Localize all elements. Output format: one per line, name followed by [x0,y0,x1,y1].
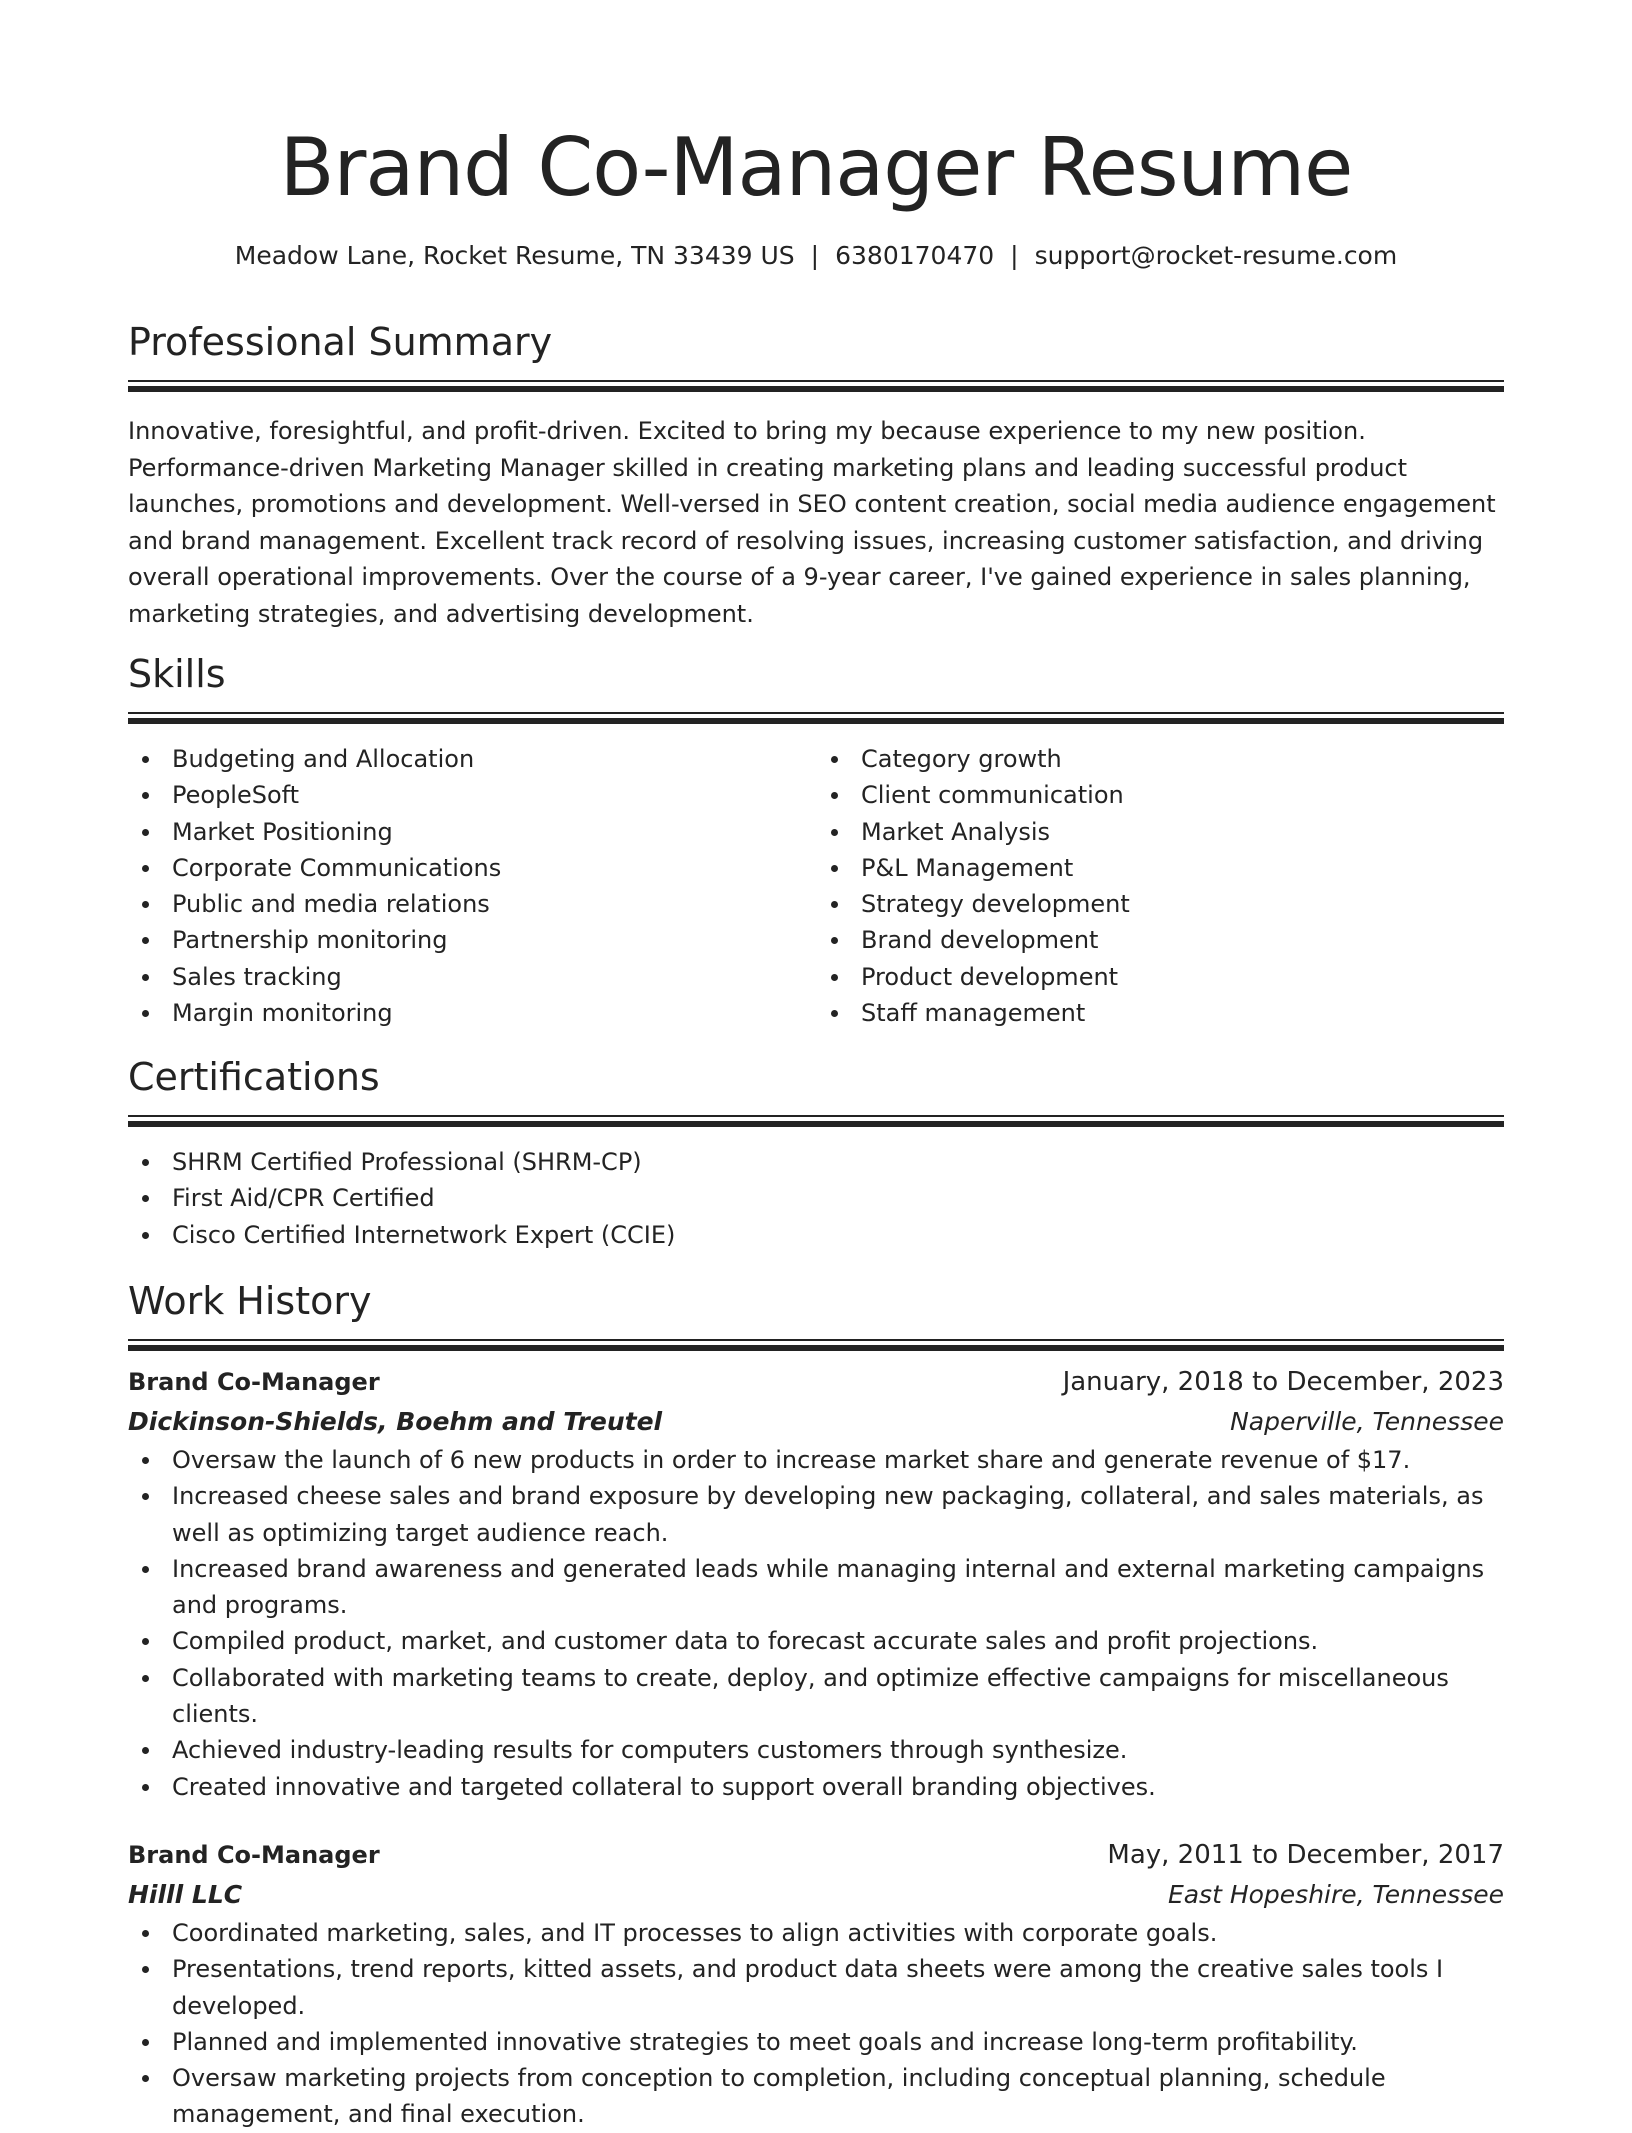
job-entry [128,1362,1504,1805]
skills-list [817,741,1504,1031]
bullet-dot-icon [142,1566,149,1573]
bullet-dot-icon [142,1493,149,1500]
contact-address: Meadow Lane, Rocket Resume, TN 33439 US [234,241,795,270]
skill-item [128,959,815,995]
section-divider [128,1115,1504,1126]
skill-item-text: Strategy development [861,890,1130,919]
job-dates: January, 2018 to December, 2023 [1062,1367,1504,1397]
jobs-list [128,1362,1504,2133]
skill-item-text: Market Positioning [172,817,393,846]
certification-item [128,1217,1504,1253]
job-company: Hilll LLC [128,1879,243,1909]
certification-item [128,1180,1504,1216]
section-heading: Work History [128,1279,372,1323]
job-title: Brand Co-Manager [128,1368,380,1396]
skills-column-right [815,741,1504,1031]
skill-item [817,741,1504,777]
bullet-dot-icon [831,829,838,836]
section-divider [128,380,1504,391]
job-bullet-text: Oversaw the launch of 6 new products in order to increase market share and generate revenue of $17. [172,1446,1411,1474]
job-bullet [128,1442,1504,1478]
skill-item [817,995,1504,1031]
bullet-dot-icon [831,974,838,981]
contact-phone: 6380170470 [835,241,995,270]
skills-list [128,741,815,1031]
bullet-dot-icon [142,1638,149,1645]
job-bullet [128,1478,1504,1551]
job-bullet [128,1660,1504,1733]
certifications-list [128,1144,1504,1253]
contact-separator: | [1010,241,1019,270]
skill-item [817,886,1504,922]
skill-item-text: P&L Management [861,853,1074,882]
skill-item-text: Staff management [861,999,1086,1028]
job-header-row [128,1835,1504,1875]
bullet-dot-icon [142,865,149,872]
bullet-dot-icon [142,937,149,944]
job-bullets-list [128,1442,1504,1805]
bullet-dot-icon [831,937,838,944]
skill-item-text: Corporate Communications [172,853,502,882]
skill-item [128,922,815,958]
bullet-dot-icon [142,1747,149,1754]
job-entry [128,1835,1504,2133]
skill-item-text: Client communication [861,781,1124,810]
skill-item-text: Budgeting and Allocation [172,745,475,773]
bullet-dot-icon [831,1010,838,1017]
job-dates: May, 2011 to December, 2017 [1107,1839,1504,1870]
bullet-dot-icon [142,1010,149,1017]
job-bullet-text: Achieved industry-leading results for computers customers through synthesize. [172,1736,1128,1765]
bullet-dot-icon [142,1675,149,1682]
job-bullet-text: Coordinated marketing, sales, and IT processes to align activities with corporate goals. [172,1918,1218,1947]
section-heading: Professional Summary [128,320,553,364]
skill-item [128,886,815,922]
bullet-dot-icon [142,1195,149,1202]
skill-item [817,850,1504,886]
skill-item-text: PeopleSoft [172,781,300,810]
skills-columns [128,741,1504,1031]
job-bullet-text: Compiled product, market, and customer data to forecast accurate sales and profit projections. [172,1627,1319,1656]
job-location: East Hopeshire, Tennessee [1167,1879,1504,1909]
bullet-dot-icon [142,792,149,799]
skill-item-text: Product development [861,962,1119,991]
section-divider [128,712,1504,723]
certification-item-text: Cisco Certified Internetwork Expert (CCIE) [172,1220,676,1249]
skill-item [817,959,1504,995]
bullet-dot-icon [142,1930,149,1937]
bullet-dot-icon [831,901,838,908]
skill-item [128,850,815,886]
resume-title: Brand Co-Manager Resume [279,121,1353,214]
job-bullet-text: Increased cheese sales and brand exposure by developing new packaging, collateral, and sales materials, as well as optimizing target audience reach. [172,1482,1484,1547]
skill-item [128,741,815,777]
summary-section [128,318,1504,632]
skill-item [817,814,1504,850]
bullet-dot-icon [831,756,838,763]
bullet-dot-icon [142,1232,149,1239]
job-bullet-text: Collaborated with marketing teams to create, deploy, and optimize effective campaigns for miscellaneous clients. [172,1663,1449,1729]
bullet-dot-icon [831,865,838,872]
skill-item [817,777,1504,813]
job-bullet-text: Oversaw marketing projects from conception to completion, including conceptual planning, schedule management, and final execution. [172,2064,1386,2129]
bullet-dot-icon [142,1159,149,1166]
job-bullet [128,1951,1504,2024]
bullet-dot-icon [831,792,838,799]
job-bullet [128,1732,1504,1768]
job-company-row [128,1875,1504,1915]
skill-item-text: Public and media relations [172,890,490,919]
contact-line [128,240,1504,272]
job-title: Brand Co-Manager [128,1840,380,1869]
job-bullet [128,1551,1504,1624]
job-header-row [128,1362,1504,1402]
job-bullet-text: Created innovative and targeted collateral to support overall branding objectives. [172,1772,1156,1801]
bullet-dot-icon [142,1784,149,1791]
bullet-dot-icon [142,756,149,763]
job-bullet [128,2060,1504,2133]
skill-item-text: Partnership monitoring [172,926,448,955]
job-company: Dickinson-Shields, Boehm and Treutel [128,1407,663,1436]
job-location: Naperville, Tennessee [1230,1407,1504,1436]
certification-item-text: SHRM Certified Professional (SHRM-CP) [172,1148,642,1176]
skill-item-text: Sales tracking [172,962,342,991]
skill-item [128,777,815,813]
job-bullets-list [128,1915,1504,2133]
summary-text: Innovative, foresightful, and profit-driven. Excited to bring my because experience to my new position. Performance-driven Marketing Manager skilled in creating marketing plans and leading successful product launches, promotions and development. Well-versed in SEO content creation, social media audience engagement and brand management. Excellent track record of resolving issues, increasing customer satisfaction, and driving overall operational improvements. Over the course of a 9-year career, I've gained experience in sales planning, marketing strategies, and advertising development. [128,417,1496,628]
job-bullet [128,1915,1504,1951]
job-bullet [128,2024,1504,2060]
bullet-dot-icon [142,829,149,836]
bullet-dot-icon [142,1457,149,1464]
skill-item [817,922,1504,958]
skill-item [128,814,815,850]
bullet-dot-icon [142,901,149,908]
job-bullet-text: Increased brand awareness and generated leads while managing internal and external marketing campaigns and programs. [172,1554,1485,1620]
skill-item [128,995,815,1031]
certification-item [128,1144,1504,1180]
contact-separator: | [810,241,820,270]
skill-item-text: Market Analysis [861,817,1051,846]
work-history-section [128,1277,1504,2133]
job-bullet [128,1769,1504,1805]
job-bullet-text: Presentations, trend reports, kitted assets, and product data sheets were among the creative sales tools I developed. [172,1955,1444,2020]
skill-item-text: Brand development [861,926,1099,955]
certifications-section [128,1053,1504,1253]
section-heading: Certifications [128,1055,380,1099]
skill-item-text: Margin monitoring [172,999,393,1028]
section-heading: Skills [128,652,226,696]
job-bullet [128,1623,1504,1659]
job-bullet-text: Planned and implemented innovative strategies to meet goals and increase long-term profitability. [172,2027,1358,2056]
bullet-dot-icon [142,974,149,981]
bullet-dot-icon [142,2075,149,2082]
certification-item-text: First Aid/CPR Certified [172,1184,435,1213]
skills-column-left [128,741,815,1031]
skill-item-text: Category growth [861,745,1062,773]
contact-email: support@rocket-resume.com [1034,241,1398,270]
bullet-dot-icon [142,1966,149,1973]
bullet-dot-icon [142,2039,149,2046]
section-divider [128,1339,1504,1350]
job-company-row [128,1402,1504,1442]
skills-section [128,650,1504,1031]
